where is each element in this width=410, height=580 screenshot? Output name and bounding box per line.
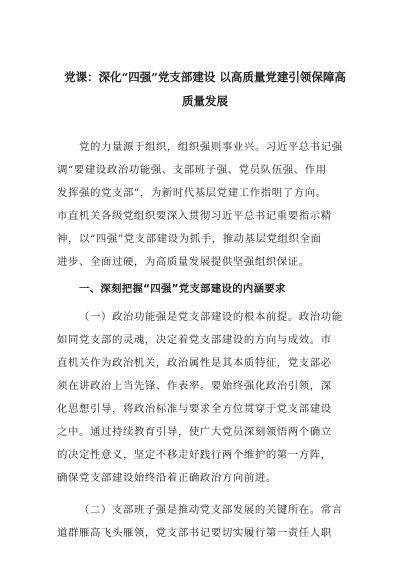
s1p2-line-2: 道群雁高飞头雁领，党支部书记要切实履行第一责任人职: [57, 527, 332, 539]
s1p1-line-2: 如同党支部的灵魂，决定着党支部建设的方向与成效。市: [57, 334, 332, 346]
section-1-heading: 一、深刻把握“四强”党支部建设的内涵要求: [79, 283, 286, 295]
intro-line-3: 发挥强的党支部”，为新时代基层党建工作指明了方向。: [57, 187, 327, 199]
intro-line-6: 进步、全面过硬，为高质量发展提供坚强组织保证。: [57, 256, 310, 268]
s1p1-line-7: 的决定性意义，坚定不移走好践行两个维护的第一方阵，: [57, 449, 332, 461]
document-title-line-1: 党课：深化“四强”党支部建设 以高质量党建引领保障高: [64, 70, 346, 84]
s1p1-line-6: 之中。通过持续教育引导，使广大党员深刻领悟两个确立: [57, 426, 332, 438]
intro-line-1: 党的力量源于组织，组织强则事业兴。习近平总书记强: [79, 141, 343, 153]
intro-line-2: 调“要建设政治功能强、支部班子强、党员队伍强、作用: [57, 164, 327, 176]
s1p1-line-3: 直机关作为政治机关，政治属性是其本质特征，党支部必: [57, 357, 332, 369]
intro-line-4: 市直机关各级党组织要深入贯彻习近平总书记重要指示精: [57, 210, 332, 222]
intro-line-5: 神，以“四强”党支部建设为抓手，推动基层党组织全面: [57, 233, 322, 245]
s1p1-line-5: 化思想引导，将政治标准与要求全方位贯穿于党支部建设: [57, 403, 332, 415]
s1p1-line-8: 确保党支部建设始终沿着正确政治方向前进。: [57, 472, 277, 484]
document-title-line-2: 质量发展: [182, 94, 228, 108]
s1p1-line-4: 须在讲政治上当先锋、作表率。要始终强化政治引领，深: [57, 380, 332, 392]
s1p1-line-1: （一）政治功能强是党支部建设的根本前提。政治功能: [79, 311, 343, 323]
s1p2-line-1: （二）支部班子强是推动党支部发展的关键所在。常言: [79, 504, 343, 516]
